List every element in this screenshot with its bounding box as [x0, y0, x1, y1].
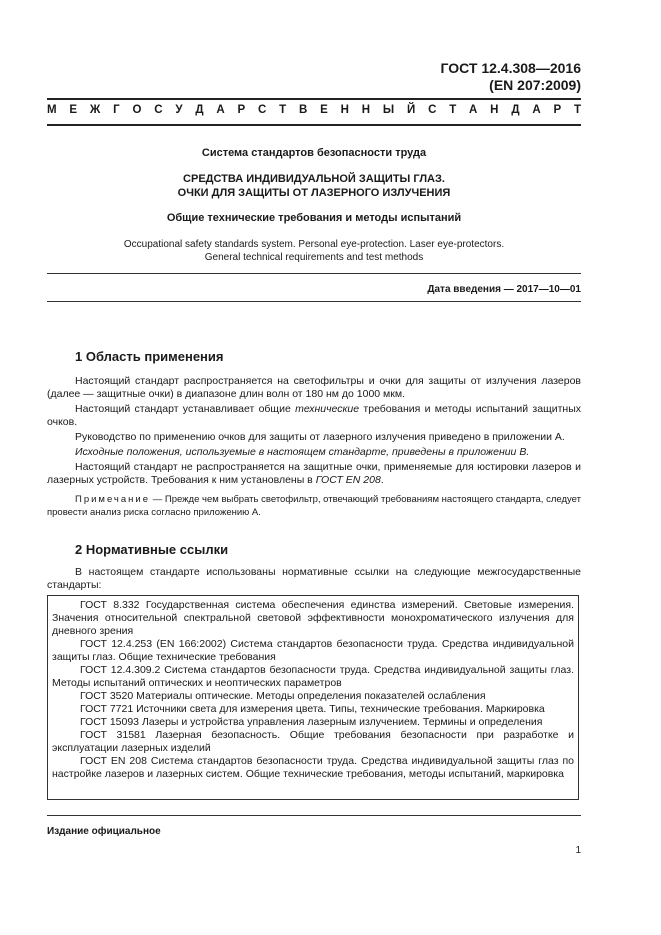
- section1-paragraph1: Настоящий стандарт распространяется на светофильтры и очки для защиты от излучения лазеров (далее — защитные очки) в диапазоне длин волн от 180 нм до 1000 мкм.: [47, 375, 581, 400]
- english-title-line1: Occupational safety standards system. Personal eye-protection. Laser eye-protectors.: [123, 239, 505, 250]
- reference-item: ГОСТ 31581 Лазерная безопасность. Общие требования безопасности при разработке и эксплуатации лазерных изделий: [52, 729, 574, 754]
- introduction-date: Дата введения — 2017—10—01: [427, 284, 581, 295]
- english-title-line2: General technical requirements and test methods: [204, 252, 424, 263]
- section2-title: 2 Нормативные ссылки: [75, 542, 229, 557]
- interstate-standard-label: М Е Ж Г О С У Д А Р С Т В Е Н Н Ы Й С Т А Н Д А Р Т: [47, 104, 581, 116]
- p2-text-a: Настоящий стандарт устанавливает общие: [75, 403, 296, 415]
- section2-intro-text: В настоящем стандарте использованы нормативные ссылки на следующие межгосударственные стандарты:: [47, 566, 581, 591]
- section1-note: [47, 493, 581, 519]
- references-box: [47, 595, 579, 800]
- reference-item: ГОСТ 12.4.253 (EN 166:2002) Система стандартов безопасности труда. Средства индивидуальной защиты глаз. Общие технические требования: [52, 638, 574, 663]
- section1-paragraph4: [47, 446, 581, 459]
- section1-body: [47, 375, 581, 519]
- page-number: 1: [575, 845, 581, 856]
- section1-paragraph5: [47, 461, 581, 487]
- note-label: Примечание: [75, 494, 150, 505]
- standard-code: [441, 60, 582, 94]
- official-edition-label: Издание официальное: [47, 826, 161, 837]
- p4-emphasis: Исходные положения, используемые в настоящем стандарте, приведены в приложении В.: [75, 446, 530, 458]
- document-subtitle: Общие технические требования и методы испытаний: [166, 212, 462, 224]
- standard-code-line2: (EN 207:2009): [489, 77, 581, 93]
- p2-text-b: требования и методы испытаний защитных очков.: [47, 403, 581, 428]
- reference-item: ГОСТ 7721 Источники света для измерения цвета. Типы, технические требования. Маркировка: [80, 703, 545, 715]
- reference-item: ГОСТ 8.332 Государственная система обеспечения единства измерений. Световые измерения. Значения относительной спектральной световой эффективности монохроматического излучения для дневного зрения: [52, 599, 574, 637]
- reference-item: ГОСТ EN 208 Система стандартов безопасности труда. Средства индивидуальной защиты глаз по настройке лазеров и лазерных систем. Общие технические требования, методы испытаний, маркировка: [52, 755, 574, 780]
- p5-emphasis: ГОСТ EN 208: [315, 474, 381, 486]
- standard-code-line1: ГОСТ 12.4.308—2016: [440, 60, 581, 76]
- section2-intro: [47, 566, 581, 592]
- section1-title: 1 Область применения: [75, 349, 224, 364]
- title-rule: [47, 273, 581, 274]
- document-title-line1: СРЕДСТВА ИНДИВИДУАЛЬНОЙ ЗАЩИТЫ ГЛАЗ.: [183, 173, 445, 185]
- interstate-rule: [47, 124, 581, 126]
- section1-paragraph2: [47, 403, 581, 429]
- footer-rule: [47, 815, 581, 816]
- date-rule: [47, 301, 581, 302]
- top-rule: [47, 98, 581, 100]
- note-text: — Прежде чем выбрать светофильтр, отвечающий требованиям настоящего стандарта, следует провести анализ риска согласно приложению А.: [47, 494, 581, 518]
- p2-emphasis: технические: [295, 403, 360, 415]
- p5-text-b: .: [380, 474, 384, 486]
- system-title: Система стандартов безопасности труда: [201, 147, 427, 159]
- reference-item: ГОСТ 12.4.309.2 Система стандартов безопасности труда. Средства индивидуальной защиты глаз. Методы испытаний оптических и неоптических параметров: [52, 664, 574, 689]
- p5-text-a: Настоящий стандарт не распространяется на защитные очки, применяемые для юстировки лазеров и лазерных устройств. Требования к ним установлены в: [47, 461, 581, 486]
- document-title-line2: ОЧКИ ДЛЯ ЗАЩИТЫ ОТ ЛАЗЕРНОГО ИЗЛУЧЕНИЯ: [177, 187, 451, 199]
- section1-paragraph3: Руководство по применению очков для защиты от лазерного излучения приведено в приложении А.: [75, 431, 565, 443]
- reference-item: ГОСТ 15093 Лазеры и устройства управления лазерным излучением. Термины и определения: [80, 716, 543, 728]
- reference-item: ГОСТ 3520 Материалы оптические. Методы определения показателей ослабления: [80, 690, 486, 702]
